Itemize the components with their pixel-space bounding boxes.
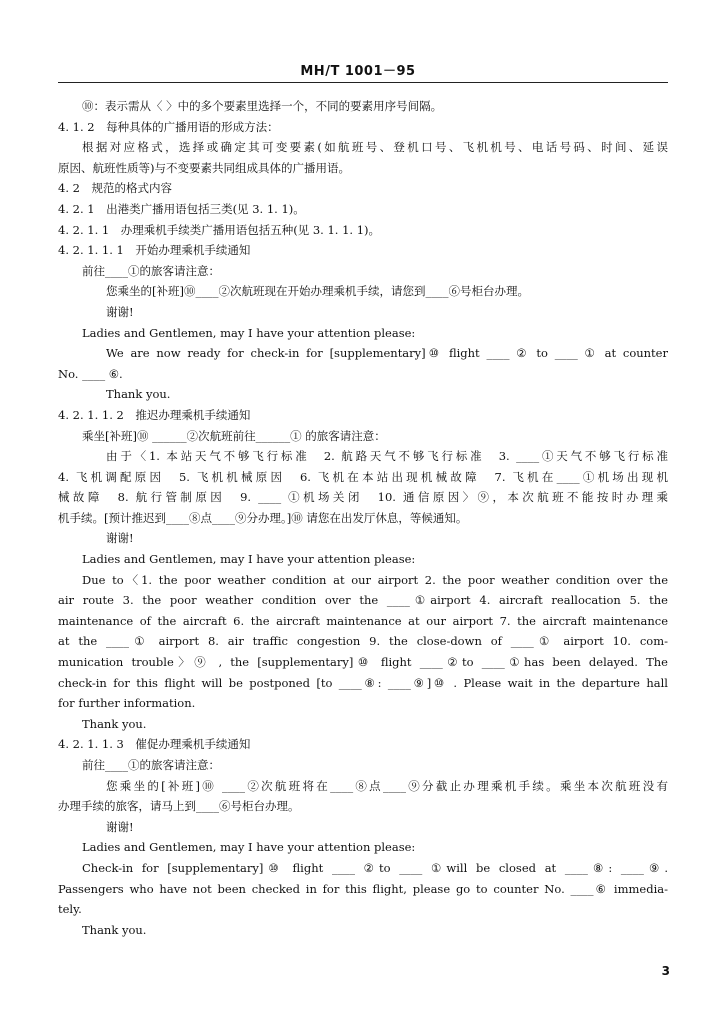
text-line: 根据对应格式，选择或确定其可变要素(如航班号、登机口号、飞机机号、电话号码、时间、延误 [82,140,668,155]
text-line: 办理手续的旅客，请马上到____⑥号柜台办理。 [58,799,300,814]
text-line: Ladies and Gentlemen, may I have your attention please: [82,840,416,855]
text-line: 谢谢! [106,304,134,319]
text-line: Thank you. [82,716,147,731]
text-line: munication trouble〉⑨ , the [supplementary]⑩ flight ____②to ____①has been delayed. The [58,655,668,670]
text-line: air route 3. the poor weather condition over the ____①airport 4. aircraft reallocation 5. the [58,593,668,608]
text-line: ⑩：表示需从〈 〉中的多个要素里选择一个，不同的要素用序号间隔。 [82,99,443,113]
text-line: 谢谢! [106,531,134,546]
document-body [58,96,668,940]
text-line: 4. 2. 1 出港类广播用语包括三类(见 3. 1. 1)。 [58,201,305,216]
text-line: 4. 2 规范的格式内容 [58,181,172,196]
text-line: 4. 2. 1. 1. 1 开始办理乘机手续通知 [58,243,251,258]
text-line: check-in for this flight will be postponed [to ____⑧: ____⑨]⑩ . Please wait in the departure hall [58,675,668,690]
text-line: 4. 1. 2 每种具体的广播用语的形成方法： [58,119,279,134]
text-line: Ladies and Gentlemen, may I have your attention please: [82,325,416,340]
text-line: 4. 飞机调配原因 5. 飞机机械原因 6. 飞机在本站出现机械故障 7. 飞机在____①机场出现机 [58,469,668,484]
text-line: No. ____ ⑥. [58,366,123,381]
text-line: 前往____①的旅客请注意： [82,758,220,772]
text-line: maintenance of the aircraft 6. the aircraft maintenance at our airport 7. the aircraft maintenance [58,613,668,628]
text-line: 械故障 8. 航行管制原因 9. ____ ①机场关闭 10. 通信原因〉⑨，本次航班不能按时办理乘 [58,490,668,505]
text-line: Passengers who have not been checked in for this flight, please go to counter No. ____⑥ immedia- [58,881,668,896]
text-line: 机手续。[预计推迟到____⑧点____⑨分办理。]⑩ 请您在出发厅休息，等候通知。 [58,510,468,525]
text-line: 您乘坐的[补班]⑩ ____②次航班将在____⑧点____⑨分截止办理乘机手续。乘坐本次航班没有 [106,778,668,793]
page-number: 3 [661,964,670,978]
text-line: 原因、航班性质等)与不变要素共同组成具体的广播用语。 [58,160,350,175]
text-line: 您乘坐的[补班]⑩____②次航班现在开始办理乘机手续，请您到____⑥号柜台办理。 [106,284,529,299]
text-line: 谢谢! [106,819,134,834]
text-line: 前往____①的旅客请注意： [82,263,220,278]
text-line: 4. 2. 1. 1. 3 催促办理乘机手续通知 [58,737,251,752]
text-line: 4. 2. 1. 1. 2 推迟办理乘机手续通知 [58,407,251,422]
text-line: 乘坐[补班]⑩ ______②次航班前往______① 的旅客请注意： [82,428,386,443]
text-line: Due to〈1. the poor weather condition at our airport 2. the poor weather condition over the [82,572,668,587]
document-header: MH/T 1001－95 [300,64,416,79]
text-line: Ladies and Gentlemen, may I have your attention please: [82,552,416,567]
text-line: tely. [58,902,82,917]
text-line: 由于〈1. 本站天气不够飞行标准 2. 航路天气不够飞行标准 3. ____①天气不够飞行标准 [106,449,668,464]
text-line: Check-in for [supplementary]⑩ flight ____ ②to ____ ①will be closed at ____⑧: ____⑨. [82,860,668,875]
text-line: at the ____① airport 8. air traffic congestion 9. the close-down of ____① airport 10. com- [58,634,668,649]
header-rule [58,82,668,83]
text-line: for further information. [58,696,196,711]
text-line: 4. 2. 1. 1 办理乘机手续类广播用语包括五种(见 3. 1. 1. 1)。 [58,222,381,237]
text-line: Thank you. [82,922,147,937]
text-line: We are now ready for check-in for [supplementary]⑩ flight ____ ② to ____ ① at counter [106,346,668,361]
text-line: Thank you. [106,387,171,402]
